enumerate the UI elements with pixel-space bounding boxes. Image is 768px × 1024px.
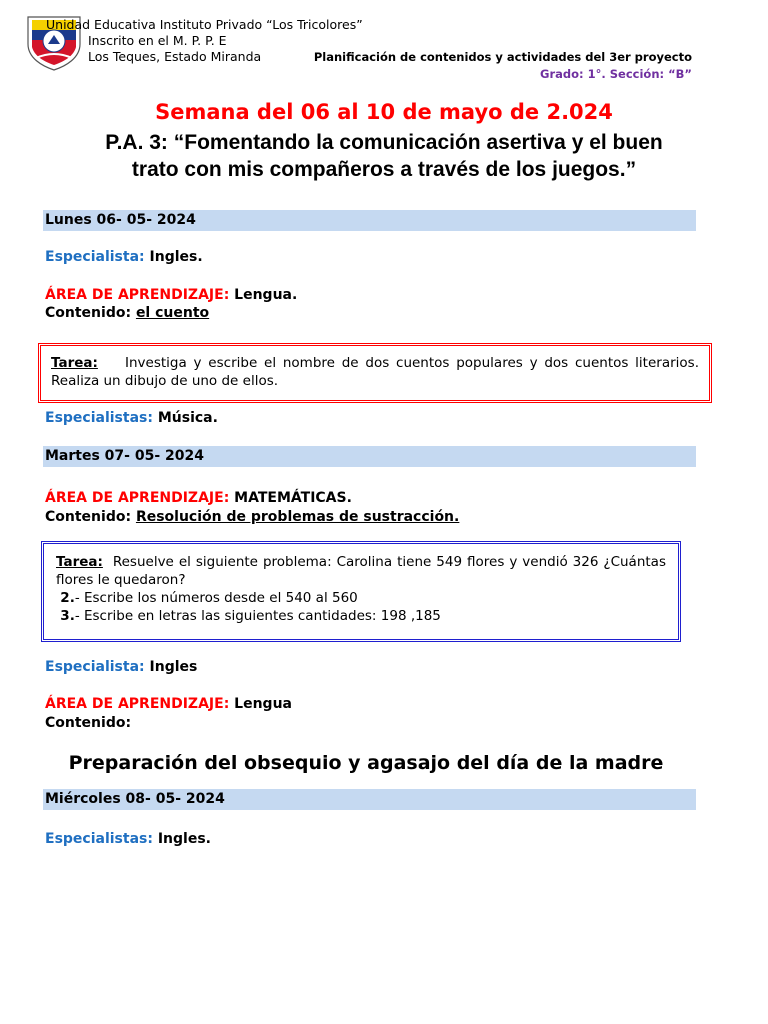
tuesday-area (45, 490, 352, 506)
task-label: Tarea: (56, 554, 103, 570)
day-header-wednesday: Miércoles 08- 05- 2024 (43, 789, 696, 810)
content-value: el cuento (135, 305, 210, 321)
mothers-day-heading: Preparación del obsequio y agasajo del día de la madre (68, 752, 664, 774)
school-registration: Inscrito en el M. P. P. E (88, 33, 227, 48)
specialist-value: Ingles (149, 659, 198, 675)
task-text: Resuelve el siguiente problema: Carolina tiene 549 flores y vendió 326 ¿Cuántas flores le quedaron? (56, 554, 666, 588)
content-label: Contenido: (45, 509, 132, 525)
content-value: Resolución de problemas de sustracción. (135, 509, 460, 525)
project-title-line2: trato con mis compañeros a través de los juegos.” (131, 158, 637, 181)
specialist-label: Especialistas: (45, 831, 153, 847)
monday-specialist (45, 249, 203, 265)
task-text: Investiga y escribe el nombre de dos cuentos populares y dos cuentos literarios. Realiza un dibujo de uno de ellos. (51, 355, 699, 389)
monday-task-box (38, 343, 712, 403)
task-item-2 (56, 589, 666, 607)
tuesday-content-2 (45, 715, 131, 731)
monday-area (45, 287, 297, 303)
specialist-label: Especialista: (45, 659, 145, 675)
monday-specialist-2 (45, 410, 218, 426)
area-label: ÁREA DE APRENDIZAJE: (45, 287, 230, 303)
task-problem (56, 553, 666, 589)
content-label: Contenido: (45, 715, 132, 731)
monday-content (45, 305, 209, 321)
area-value: MATEMÁTICAS. (234, 490, 352, 506)
week-title: Semana del 06 al 10 de mayo de 2.024 (155, 100, 613, 124)
area-value: Lengua (234, 696, 292, 712)
specialist-value: Ingles. (157, 831, 211, 847)
tuesday-task-box (41, 541, 681, 642)
tuesday-content (45, 509, 459, 525)
item-text: - Escribe en letras las siguientes cantidades: 198 ,185 (74, 608, 441, 624)
project-title (0, 129, 768, 183)
area-label: ÁREA DE APRENDIZAJE: (45, 696, 230, 712)
area-value: Lengua. (234, 287, 298, 303)
tuesday-specialist (45, 659, 197, 675)
day-header-tuesday: Martes 07- 05- 2024 (43, 446, 696, 467)
plan-title: Planificación de contenidos y actividades del 3er proyecto (313, 50, 692, 64)
grade-section: Grado: 1°. Sección: “B” (540, 67, 692, 81)
specialist-value: Música. (157, 410, 218, 426)
item-number: 2. (60, 590, 75, 606)
item-number: 3. (60, 608, 75, 624)
plan-info (314, 49, 692, 83)
school-name: Unidad Educativa Instituto Privado “Los Tricolores” (46, 17, 363, 32)
project-title-line1: P.A. 3: “Fomentando la comunicación asertiva y el buen (105, 131, 663, 154)
specialist-label: Especialistas: (45, 410, 153, 426)
wednesday-specialist (45, 831, 211, 847)
specialist-label: Especialista: (45, 249, 145, 265)
tuesday-area-2 (45, 696, 292, 712)
task-item-3 (56, 607, 666, 625)
area-label: ÁREA DE APRENDIZAJE: (45, 490, 230, 506)
specialist-value: Ingles. (149, 249, 203, 265)
school-location: Los Teques, Estado Miranda (88, 49, 262, 64)
day-header-monday: Lunes 06- 05- 2024 (43, 210, 696, 231)
content-label: Contenido: (45, 305, 132, 321)
item-text: - Escribe los números desde el 540 al 560 (74, 590, 358, 606)
task-label: Tarea: (51, 355, 98, 371)
